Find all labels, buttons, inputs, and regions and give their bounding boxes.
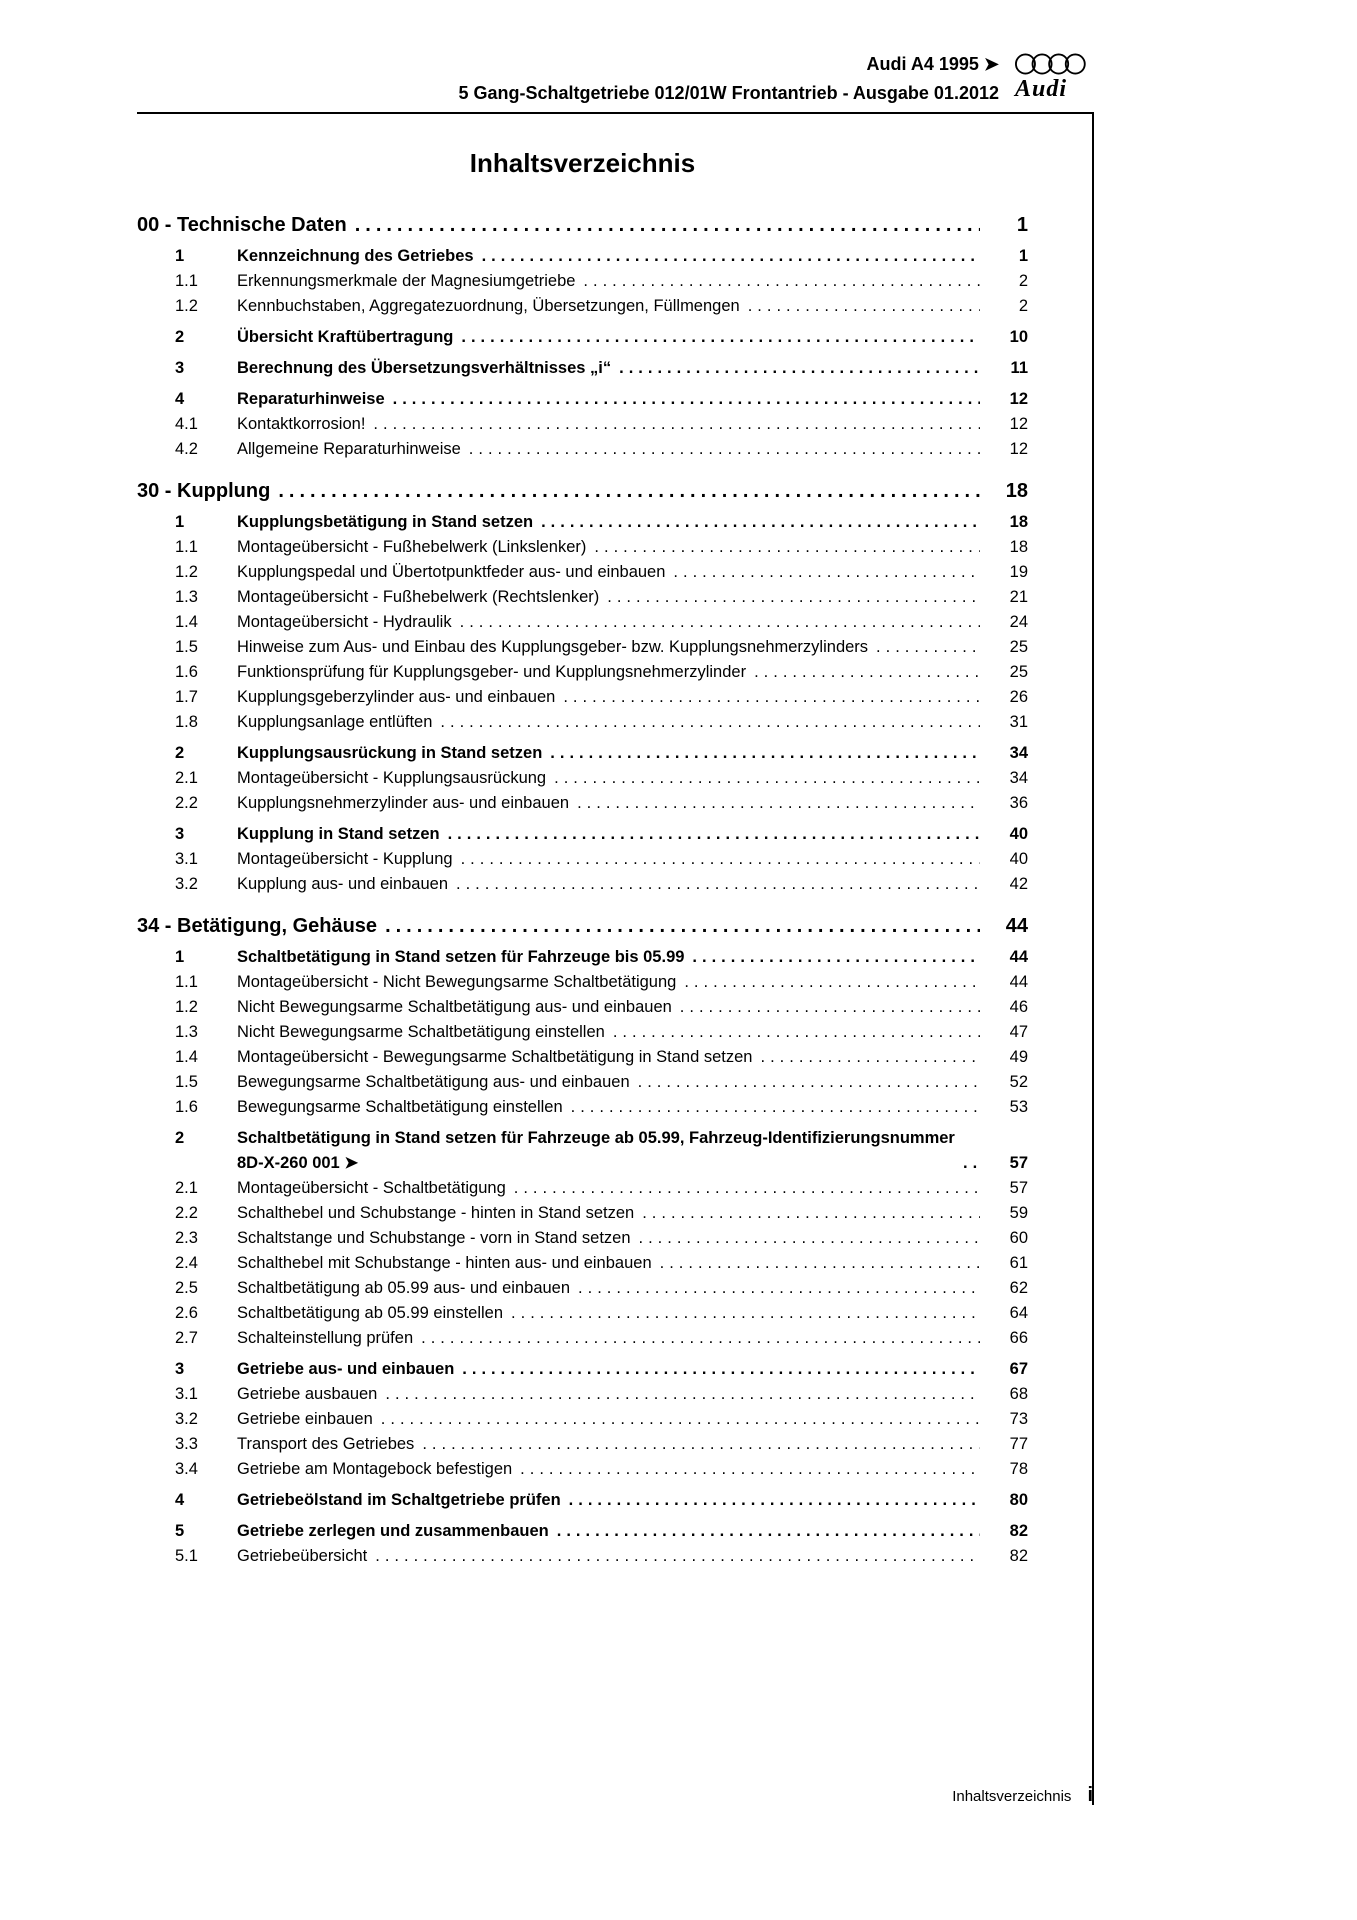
dot-leader xyxy=(514,1176,980,1201)
entry-title: Schaltbetätigung in Stand setzen für Fahrzeuge ab 05.99, Fahrzeug-Identifizierungsnummer 8D-X-260 001 ➤ xyxy=(237,1129,955,1172)
dot-leader xyxy=(462,1357,980,1382)
dot-leader xyxy=(541,510,980,535)
toc-entry-row xyxy=(137,635,1028,660)
dot-leader xyxy=(613,1020,980,1045)
entry-title: Erkennungsmerkmale der Magnesiumgetriebe xyxy=(237,272,576,290)
entry-number: 1.5 xyxy=(175,638,198,656)
toc-entry-row xyxy=(137,945,1028,970)
dot-leader xyxy=(460,610,980,635)
entry-page-number: 11 xyxy=(1010,359,1028,377)
entry-number: 2.6 xyxy=(175,1304,198,1322)
dot-leader xyxy=(393,387,980,412)
chapter-entries xyxy=(137,945,1028,1569)
entry-page-number: 77 xyxy=(1009,1435,1028,1453)
dot-leader xyxy=(448,822,980,847)
entry-page-number: 61 xyxy=(1009,1254,1028,1272)
entry-title: Kupplungsnehmerzylinder aus- und einbauen xyxy=(237,794,570,812)
entry-page-number: 25 xyxy=(1009,638,1028,656)
entry-title: Montageübersicht - Schaltbetätigung xyxy=(237,1179,506,1197)
dot-leader xyxy=(571,1095,980,1120)
entry-title: Transport des Getriebes xyxy=(237,1435,415,1453)
toc-entry-row xyxy=(137,294,1028,319)
chapter-entries xyxy=(137,510,1028,897)
toc-entry-row xyxy=(137,535,1028,560)
entry-number: 5.1 xyxy=(175,1547,198,1565)
dot-leader xyxy=(375,1544,980,1569)
entry-number: 4.2 xyxy=(175,440,198,458)
page-title: Inhaltsverzeichnis xyxy=(469,148,696,178)
dot-leader xyxy=(422,1432,980,1457)
toc-entry-row xyxy=(137,1326,1028,1351)
entry-page-number: 31 xyxy=(1009,713,1028,731)
entry-title: Kennbuchstaben, Aggregatezuordnung, Übersetzungen, Füllmengen xyxy=(237,297,740,315)
dot-leader xyxy=(278,478,980,504)
dot-leader xyxy=(554,766,980,791)
audi-wordmark: Audi xyxy=(1015,76,1068,102)
toc-chapter xyxy=(137,913,1028,1569)
toc-entry-row xyxy=(137,1045,1028,1070)
dot-leader xyxy=(461,325,980,350)
entry-title: Getriebe aus- und einbauen xyxy=(237,1360,455,1378)
dot-leader xyxy=(639,1226,980,1251)
entry-number: 1.5 xyxy=(175,1073,198,1091)
entry-title: Kontaktkorrosion! xyxy=(237,415,366,433)
entry-page-number: 12 xyxy=(1009,415,1028,433)
entry-number: 3.1 xyxy=(175,1385,198,1403)
dot-leader xyxy=(569,1488,980,1513)
dot-leader xyxy=(461,847,980,872)
entry-title: Getriebeölstand im Schaltgetriebe prüfen xyxy=(237,1491,561,1509)
toc-entry-row xyxy=(137,1301,1028,1326)
entry-number: 1.4 xyxy=(175,1048,198,1066)
toc-chapter xyxy=(137,478,1028,897)
toc-entry-row xyxy=(137,1095,1028,1120)
entry-number: 1.1 xyxy=(175,973,198,991)
dot-leader xyxy=(482,244,980,269)
entry-page-number: 34 xyxy=(1009,744,1028,762)
entry-page-number: 46 xyxy=(1009,998,1028,1016)
toc-entry-row xyxy=(137,356,1028,381)
entry-title: Getriebe zerlegen und zusammenbauen xyxy=(237,1522,549,1540)
header-model-line: Audi A4 1995 ➤ xyxy=(866,54,999,74)
dot-leader xyxy=(355,212,980,238)
entry-page-number: 21 xyxy=(1009,588,1028,606)
entry-title: Kupplungsausrückung in Stand setzen xyxy=(237,744,543,762)
entry-title: Getriebe am Montagebock befestigen xyxy=(237,1460,513,1478)
entry-title: Schalteinstellung prüfen xyxy=(237,1329,414,1347)
chapter-label: 00 - Technische Daten xyxy=(137,214,347,236)
entry-page-number: 59 xyxy=(1009,1204,1028,1222)
entry-number: 1.2 xyxy=(175,998,198,1016)
entry-page-number: 25 xyxy=(1009,663,1028,681)
toc-entry-row xyxy=(137,1457,1028,1482)
entry-title: Montageübersicht - Kupplungsausrückung xyxy=(237,769,547,787)
toc-entry-row xyxy=(137,1176,1028,1201)
entry-number: 2.2 xyxy=(175,1204,198,1222)
dot-leader xyxy=(761,1045,981,1070)
chapter-label: 34 - Betätigung, Gehäuse xyxy=(137,915,378,937)
entry-page-number: 18 xyxy=(1009,538,1028,556)
chapter-heading-row xyxy=(137,212,1028,238)
entry-title: Schalthebel mit Schubstange - hinten aus- und einbauen xyxy=(237,1254,652,1272)
toc-entry-row xyxy=(137,1201,1028,1226)
dot-leader xyxy=(684,970,980,995)
entry-page-number: 24 xyxy=(1009,613,1028,631)
toc-entry-row xyxy=(137,822,1028,847)
toc-entry-row xyxy=(137,685,1028,710)
entry-title: Schalthebel und Schubstange - hinten in Stand setzen xyxy=(237,1204,635,1222)
entry-page-number: 12 xyxy=(1009,390,1028,408)
chapter-label: 30 - Kupplung xyxy=(137,480,271,502)
toc-entry-row xyxy=(137,1407,1028,1432)
entry-number: 5 xyxy=(175,1522,185,1540)
entry-page-number: 19 xyxy=(1009,563,1028,581)
entry-number: 2.1 xyxy=(175,769,198,787)
entry-page-number: 57 xyxy=(1009,1179,1028,1197)
entry-number: 2 xyxy=(175,744,185,762)
entry-number: 2.5 xyxy=(175,1279,198,1297)
dot-leader xyxy=(520,1457,980,1482)
dot-leader xyxy=(660,1251,980,1276)
entry-title: Getriebe ausbauen xyxy=(237,1385,378,1403)
header-text xyxy=(458,44,999,108)
entry-title: Kennzeichnung des Getriebes xyxy=(237,247,474,265)
dot-leader xyxy=(876,635,980,660)
entry-title: Kupplung in Stand setzen xyxy=(237,825,440,843)
dot-leader xyxy=(456,872,980,897)
dot-leader xyxy=(963,1151,980,1176)
entry-number: 3 xyxy=(175,825,185,843)
dot-leader xyxy=(680,995,980,1020)
header-subtitle: 5 Gang-Schaltgetriebe 012/01W Frontantrieb - Ausgabe 01.2012 xyxy=(458,83,999,103)
entry-page-number: 10 xyxy=(1009,328,1028,346)
chapter-heading-row xyxy=(137,913,1028,939)
entry-number: 4 xyxy=(175,390,185,408)
toc-entry-row xyxy=(137,1226,1028,1251)
dot-leader xyxy=(550,741,980,766)
entry-page-number: 60 xyxy=(1009,1229,1028,1247)
right-margin-line xyxy=(1092,112,1094,1805)
entry-number: 1.6 xyxy=(175,1098,198,1116)
entry-page-number: 49 xyxy=(1009,1048,1028,1066)
entry-number: 1.7 xyxy=(175,688,198,706)
toc-entry-row xyxy=(137,710,1028,735)
dot-leader xyxy=(673,560,980,585)
toc-entry-row xyxy=(137,1544,1028,1569)
entry-title: Schaltbetätigung ab 05.99 aus- und einbauen xyxy=(237,1279,571,1297)
entry-number: 2 xyxy=(175,328,185,346)
toc-entry-row xyxy=(137,269,1028,294)
entry-number: 2.3 xyxy=(175,1229,198,1247)
entry-title: Kupplungsanlage entlüften xyxy=(237,713,433,731)
entry-number: 2.1 xyxy=(175,1179,198,1197)
entry-title: Montageübersicht - Nicht Bewegungsarme Schaltbetätigung xyxy=(237,973,677,991)
page-header xyxy=(137,44,1093,108)
chapter-page-number: 1 xyxy=(1016,214,1028,236)
entry-number: 1.8 xyxy=(175,713,198,731)
dot-leader xyxy=(578,1276,980,1301)
toc-entry-row xyxy=(137,1432,1028,1457)
entry-title: Nicht Bewegungsarme Schaltbetätigung einstellen xyxy=(237,1023,605,1041)
entry-number: 2.2 xyxy=(175,794,198,812)
entry-page-number: 18 xyxy=(1009,513,1028,531)
entry-page-number: 82 xyxy=(1009,1522,1028,1540)
dot-leader xyxy=(607,585,980,610)
entry-page-number: 66 xyxy=(1009,1329,1028,1347)
entry-number: 3.3 xyxy=(175,1435,198,1453)
toc-entry-row xyxy=(137,995,1028,1020)
entry-number: 3.2 xyxy=(175,1410,198,1428)
toc-entry-row xyxy=(137,1357,1028,1382)
dot-leader xyxy=(469,437,980,462)
entry-page-number: 78 xyxy=(1009,1460,1028,1478)
toc-entry-row xyxy=(137,1126,1028,1176)
entry-title: Kupplungsgeberzylinder aus- und einbauen xyxy=(237,688,556,706)
toc-entry-row xyxy=(137,872,1028,897)
toc-entry-row xyxy=(137,510,1028,535)
toc-entry-row xyxy=(137,970,1028,995)
dot-leader xyxy=(440,710,980,735)
entry-number: 1.6 xyxy=(175,663,198,681)
entry-title: Schaltstange und Schubstange - vorn in Stand setzen xyxy=(237,1229,631,1247)
entry-number: 1 xyxy=(175,247,185,265)
entry-page-number: 44 xyxy=(1009,973,1028,991)
entry-page-number: 64 xyxy=(1009,1304,1028,1322)
toc-entry-row xyxy=(137,1519,1028,1544)
toc-entry-row xyxy=(137,791,1028,816)
entry-title: Berechnung des Übersetzungsverhältnisses „i“ xyxy=(237,359,612,377)
entry-number: 3.1 xyxy=(175,850,198,868)
toc xyxy=(137,212,1028,1569)
entry-title: Getriebe einbauen xyxy=(237,1410,373,1428)
entry-page-number: 26 xyxy=(1009,688,1028,706)
entry-number: 4 xyxy=(175,1491,185,1509)
entry-number: 1.2 xyxy=(175,563,198,581)
chapter-page-number: 18 xyxy=(1005,480,1028,502)
entry-title: Montageübersicht - Bewegungsarme Schaltbetätigung in Stand setzen xyxy=(237,1048,753,1066)
toc-entry-row xyxy=(137,387,1028,412)
dot-leader xyxy=(692,945,980,970)
entry-page-number: 34 xyxy=(1009,769,1028,787)
toc-entry-row xyxy=(137,610,1028,635)
dot-leader xyxy=(381,1407,980,1432)
toc-entry-row xyxy=(137,1488,1028,1513)
toc-entry-row xyxy=(137,244,1028,269)
entry-title: Montageübersicht - Kupplung xyxy=(237,850,453,868)
entry-number: 1.3 xyxy=(175,588,198,606)
toc-entry-row xyxy=(137,560,1028,585)
entry-title: Allgemeine Reparaturhinweise xyxy=(237,440,461,458)
dot-leader xyxy=(583,269,980,294)
entry-number: 2.4 xyxy=(175,1254,198,1272)
dot-leader xyxy=(385,1382,980,1407)
dot-leader xyxy=(638,1070,980,1095)
dot-leader xyxy=(754,660,980,685)
entry-title: Montageübersicht - Fußhebelwerk (Linkslenker) xyxy=(237,538,587,556)
dot-leader xyxy=(619,356,980,381)
entry-title: Hinweise zum Aus- und Einbau des Kupplungsgeber- bzw. Kupplungsnehmerzylinders xyxy=(237,638,869,656)
entry-page-number: 68 xyxy=(1009,1385,1028,1403)
entry-number: 1 xyxy=(175,513,185,531)
page-footer xyxy=(137,1784,1093,1807)
entry-page-number: 42 xyxy=(1009,875,1028,893)
entry-page-number: 40 xyxy=(1009,850,1028,868)
entry-number: 1.3 xyxy=(175,1023,198,1041)
entry-page-number: 2 xyxy=(1018,297,1028,315)
entry-number: 3.4 xyxy=(175,1460,198,1478)
entry-title: Bewegungsarme Schaltbetätigung einstellen xyxy=(237,1098,563,1116)
toc-entry-row xyxy=(137,412,1028,437)
entry-page-number: 44 xyxy=(1009,948,1028,966)
entry-page-number: 1 xyxy=(1018,247,1028,265)
entry-number: 4.1 xyxy=(175,415,198,433)
dot-leader xyxy=(373,412,980,437)
toc-entry-row xyxy=(137,1382,1028,1407)
entry-title: Montageübersicht - Fußhebelwerk (Rechtslenker) xyxy=(237,588,600,606)
entry-title: Getriebeübersicht xyxy=(237,1547,368,1565)
entry-number: 3.2 xyxy=(175,875,198,893)
toc-entry-row xyxy=(137,437,1028,462)
toc-entry-row xyxy=(137,325,1028,350)
dot-leader xyxy=(748,294,980,319)
footer-page-number: i xyxy=(1087,1784,1093,1806)
entry-page-number: 36 xyxy=(1009,794,1028,812)
dot-leader xyxy=(642,1201,980,1226)
entry-page-number: 80 xyxy=(1009,1491,1028,1509)
entry-title: Funktionsprüfung für Kupplungsgeber- und Kupplungsnehmerzylinder xyxy=(237,663,747,681)
toc-entry-row xyxy=(137,1020,1028,1045)
entry-number: 2 xyxy=(175,1129,185,1147)
toc-entry-row xyxy=(137,660,1028,685)
entry-title: Kupplungspedal und Übertotpunktfeder aus- und einbauen xyxy=(237,563,666,581)
footer-label: Inhaltsverzeichnis xyxy=(952,1788,1072,1805)
dot-leader xyxy=(385,913,980,939)
entry-page-number: 57 xyxy=(1009,1154,1028,1172)
toc-entry-row xyxy=(137,1276,1028,1301)
toc-entry-row xyxy=(137,741,1028,766)
entry-number: 3 xyxy=(175,1360,185,1378)
entry-number: 1.4 xyxy=(175,613,198,631)
chapter-heading-row xyxy=(137,478,1028,504)
toc-chapter xyxy=(137,212,1028,462)
entry-number: 3 xyxy=(175,359,185,377)
chapter-page-number: 44 xyxy=(1005,915,1028,937)
dot-leader xyxy=(563,685,980,710)
toc-entry-row xyxy=(137,1251,1028,1276)
toc-entry-row xyxy=(137,766,1028,791)
dot-leader xyxy=(577,791,980,816)
chapter-entries xyxy=(137,244,1028,462)
entry-number: 1 xyxy=(175,948,185,966)
dot-leader xyxy=(557,1519,980,1544)
entry-page-number: 47 xyxy=(1009,1023,1028,1041)
toc-entry-row xyxy=(137,585,1028,610)
entry-title: Kupplungsbetätigung in Stand setzen xyxy=(237,513,534,531)
entry-page-number: 2 xyxy=(1018,272,1028,290)
entry-page-number: 73 xyxy=(1009,1410,1028,1428)
entry-page-number: 62 xyxy=(1009,1279,1028,1297)
entry-title: Bewegungsarme Schaltbetätigung aus- und einbauen xyxy=(237,1073,630,1091)
dot-leader xyxy=(421,1326,980,1351)
dot-leader xyxy=(594,535,980,560)
toc-entry-row xyxy=(137,847,1028,872)
entry-page-number: 82 xyxy=(1009,1547,1028,1565)
entry-title: Nicht Bewegungsarme Schaltbetätigung aus- und einbauen xyxy=(237,998,672,1016)
entry-number: 1.1 xyxy=(175,272,198,290)
entry-page-number: 40 xyxy=(1009,825,1028,843)
brand-logo-block xyxy=(1015,44,1093,102)
entry-page-number: 12 xyxy=(1009,440,1028,458)
entry-title: Schaltbetätigung in Stand setzen für Fahrzeuge bis 05.99 xyxy=(237,948,685,966)
dot-leader xyxy=(511,1301,980,1326)
entry-title: Montageübersicht - Hydraulik xyxy=(237,613,452,631)
entry-number: 2.7 xyxy=(175,1329,198,1347)
toc-entry-row xyxy=(137,1070,1028,1095)
entry-title: Reparaturhinweise xyxy=(237,390,385,408)
entry-number: 1.1 xyxy=(175,538,198,556)
entry-title: Kupplung aus- und einbauen xyxy=(237,875,449,893)
entry-page-number: 53 xyxy=(1009,1098,1028,1116)
entry-number: 1.2 xyxy=(175,297,198,315)
entry-page-number: 52 xyxy=(1009,1073,1028,1091)
entry-title: Schaltbetätigung ab 05.99 einstellen xyxy=(237,1304,504,1322)
audi-rings-logo xyxy=(1015,52,1087,76)
header-divider xyxy=(137,112,1094,114)
entry-title: Übersicht Kraftübertragung xyxy=(237,328,454,346)
entry-page-number: 67 xyxy=(1009,1360,1028,1378)
